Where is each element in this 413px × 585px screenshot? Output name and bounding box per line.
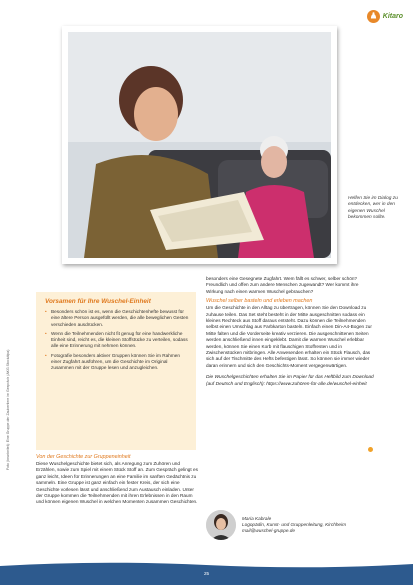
tip-item: • Besonders schön ist es, wenn die Geschichtenhefte bewusst für eine ältere Person ausgefüllt werden, die alle beweglichen Gesten verschieden ausdrücken.	[45, 309, 189, 327]
reading-scene-illustration	[68, 32, 331, 258]
footer-meta: Kitaro WuschelGeschichten	[184, 561, 229, 565]
tip-box-title: Vorsamen für Ihre Wuschel-Einheit	[45, 298, 151, 305]
author-email[interactable]: mail@wuschel-gruppe.de	[242, 528, 295, 534]
bullet-icon: •	[45, 352, 47, 358]
photo-credit: Foto (bearbeitet): Eine Gruppe der Zaubertiere im Gespräch (AKG Stock/dpa)	[6, 349, 10, 470]
author-name: Maria Kabrale	[242, 515, 272, 521]
author-text	[242, 516, 346, 535]
author-block	[206, 510, 396, 540]
bullet-icon: •	[45, 309, 47, 314]
paragraph: Diese Wuschelgeschichte bietet sich, als Anregung zum Zuhören und Erzählen, sowie zum Spiel mit einem Stück Stoff an. Zum Gespräch gelingt es ganz leicht, Ideen für Erinnerungen an eine Familie im sanften Gedächtnis zu sammeln. Eine Gruppe ist ganz einfach ein fester Kreis, der sich eine Geschichte vorlesen lässt und anschließend zum Austausch einladen. Unter der Gruppe kommen die Teilnehmenden mit ihren Erlebnissen in den Raum und können eigenen Wuschel in welchen Momenten zusammen Geschichten.	[36, 461, 198, 505]
decorative-dot	[368, 447, 373, 452]
download-note[interactable]: Die Wuschelgeschichten erhalten Sie im Papier für das Heftbild zum Download (auf Deutsch und Englisch): https://www.zuhören-für-alle.de/wuschel-einheit	[206, 375, 374, 387]
brand-name: Kitaro	[382, 13, 403, 20]
tip-box	[36, 292, 196, 450]
photo-frame	[62, 26, 337, 264]
hand-logo-icon	[367, 10, 380, 23]
page-number: 25	[203, 571, 210, 576]
author-role: Logopädin, Kunst- und Gruppenleitung, Kirchheim	[242, 521, 346, 527]
paragraph: besonders eine Gesegnete Zugfahrt. Wem fällt es schwer, selber schön? Freundlich und offen zum andere Menschen zugewandt? Wer kommt ihre Wirkung nach einen warmen Wuschel gebrauchen?	[206, 276, 359, 294]
brand	[367, 10, 403, 23]
avatar	[206, 510, 236, 540]
left-column	[36, 454, 198, 506]
bullet-icon: •	[45, 330, 47, 336]
tip-item: • Wenn die Teilnehmenden nicht fit genug für eine handwerkliche Einheit sind, reicht es, die kleinen Stoffstücke zu verteilen, sodass alle eine Erinnerung mit nehmen können.	[45, 330, 188, 349]
tip-list	[45, 309, 190, 372]
section-heading: Von der Geschichte zur Gruppeneinheit	[36, 454, 131, 460]
section-heading: Wuschel selber basteln und erleben machen	[206, 298, 313, 305]
tip-item: • Fotografie besonders aktiver Gruppen können Sie im Rahmen einer Zugfahrt ausführen, um die Geschichte im Original zusammen mit der Gruppe lesen und anzugleichen.	[45, 352, 180, 371]
photo-caption: Helfen Sie im Dialog zu entdecken, wer in den eigenen Wuschel bekommen sollte.	[348, 196, 398, 221]
right-column	[206, 276, 374, 388]
paragraph: Um die Geschichte in den Alltag zu übertragen, können Sie den Download zu zuhause teilen. Das Set steht besteht in der Mitte ausgeschnitten sodass ein kleines Rechteck aus Stoff daraus entsteht. Dazu können die Teilnehmenden selbst einen Umschlag aus Farbkarton basteln. Einfach einen Din-A4-Bogen zur Mitte falten und die Vorderseite kreativ verzieren. Die ausgeschnittenen Seiten werden anschließend innen eingeklebt. Damit die warmen Wuschel erlebbar werden, können Sie einen Korb mit flauschigen Stoffresten und in Zwischenstücken mitbringen. Alle Anwesenden erhalten ein Stück Flausch, das sich auf der Tischmitte des Hefts befestigen lässt. So können sie immer wieder daran erinnern und sich den Geschichts-Moment vergegenwärtigen.	[206, 305, 372, 368]
